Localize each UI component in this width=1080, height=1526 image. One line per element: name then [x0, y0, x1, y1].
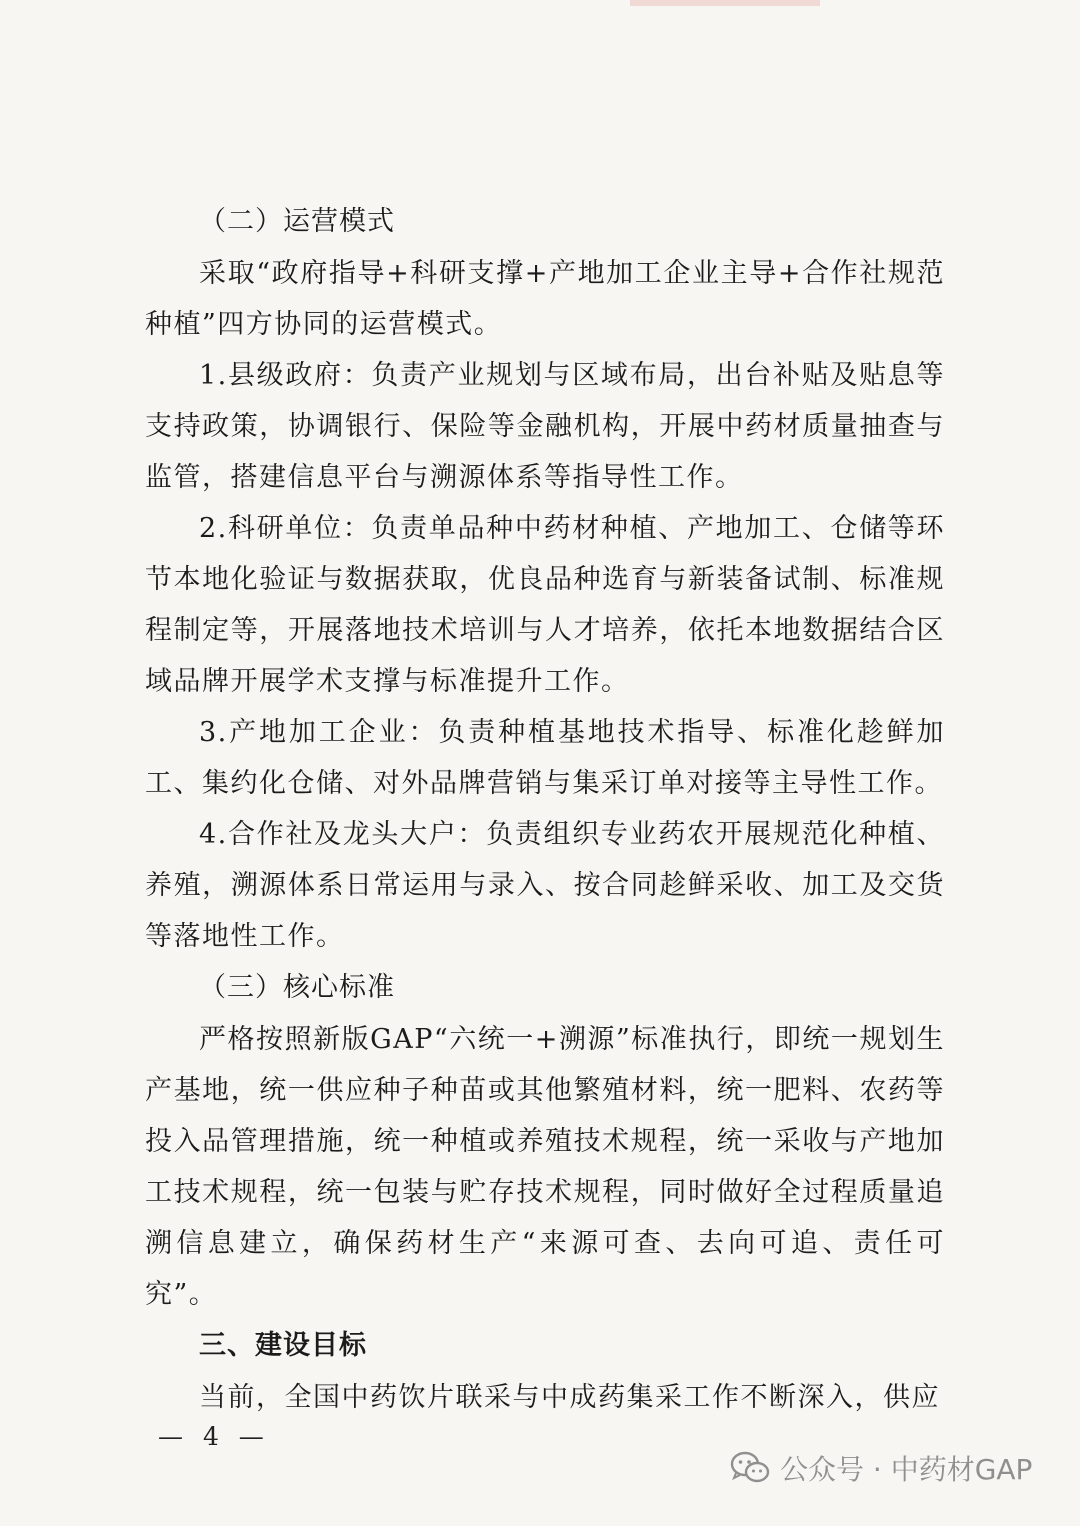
paragraph-county-government: 1.县级政府：负责产业规划与区域布局，出台补贴及贴息等支持政策，协调银行、保险等金融机构，开展中药材质量抽查与监管，搭建信息平台与溯源体系等指导性工作。 [145, 360, 945, 493]
page-number: — 4 — [158, 1422, 270, 1451]
section-heading-core-standard: （三）核心标准 [199, 972, 395, 1003]
paragraph-standard: 严格按照新版GAP“六统一+溯源”标准执行，即统一规划生产基地，统一供应种子种苗或其他繁殖材料，统一肥料、农药等投入品管理措施，统一种植或养殖技术规程，统一采收与产地加工技术规程，统一包装与贮存技术规程，同时做好全过程质量追溯信息建立，确保药材生产“来源可查、去向可追、责任可究”。 [145, 1024, 945, 1310]
paragraph-goal: 当前，全国中药饮片联采与中成药集采工作不断深入，供应 [199, 1382, 940, 1413]
document-body [145, 196, 945, 1423]
paragraph-cooperatives: 4.合作社及龙头大户：负责组织专业药农开展规范化种植、养殖，溯源体系日常运用与录入、按合同趁鲜采收、加工及交货等落地性工作。 [145, 819, 945, 952]
paragraph-processing-enterprises: 3.产地加工企业：负责种植基地技术指导、标准化趁鲜加工、集约化仓储、对外品牌营销与集采订单对接等主导性工作。 [145, 717, 945, 799]
section-heading-construction-goals: 三、建设目标 [199, 1330, 367, 1361]
paragraph-intro: 采取“政府指导+科研支撑+产地加工企业主导+合作社规范种植”四方协同的运营模式。 [145, 258, 945, 340]
top-stamp-mark [630, 0, 820, 6]
paragraph-research-units: 2.科研单位：负责单品种中药材种植、产地加工、仓储等环节本地化验证与数据获取，优良品种选育与新装备试制、标准规程制定等，开展落地技术培训与人才培养，依托本地数据结合区域品牌开展学术支撑与标准提升工作。 [145, 513, 945, 697]
wechat-watermark [730, 1448, 1032, 1488]
section-heading-operation-model: （二）运营模式 [199, 206, 395, 237]
wechat-icon [730, 1451, 770, 1485]
watermark-text: 公众号 · 中药材GAP [780, 1453, 1033, 1486]
